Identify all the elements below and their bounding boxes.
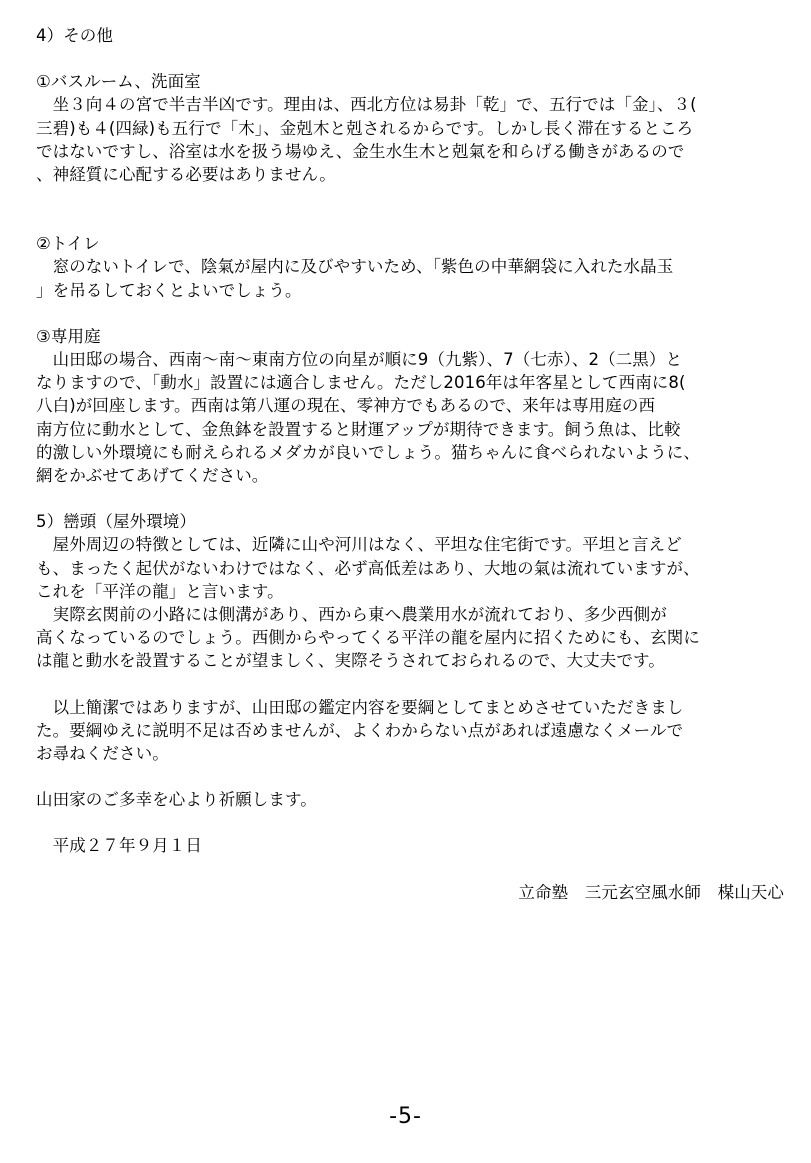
section-5-line: も、まったく起伏がないわけではなく、必ず高低差はあり、大地の氣は流れていますが、 bbox=[36, 558, 700, 578]
spacer bbox=[36, 673, 784, 696]
section-4-heading: 4）その他 bbox=[36, 26, 113, 45]
closing-line: た。要綱ゆえに説明不足は否めませんが、よくわからない点があれば遠慮なくメールで bbox=[36, 720, 684, 740]
bathroom-line: ではないですし、浴室は水を扱う場ゆえ、金生水生木と剋氣を和らげる働きがあるので bbox=[36, 141, 685, 161]
section-5-line: これを「平洋の龍」と言います。 bbox=[36, 581, 284, 601]
garden-line: 的激しい外環境にも耐えられるメダカが良いでしょう。猫ちゃんに食べられないように、 bbox=[36, 442, 700, 462]
signature: 立命塾 三元玄空風水師 楳山天心 bbox=[518, 882, 784, 902]
closing-line: 以上簡潔ではありますが、山田邸の鑑定内容を要綱としてまとめさせていただきまし bbox=[36, 697, 684, 717]
document-date: 平成２７年９月１日 bbox=[36, 836, 202, 856]
garden-line: 網をかぶせてあげてください。 bbox=[36, 466, 269, 486]
document-body bbox=[36, 24, 784, 904]
page-number: -5- bbox=[389, 1104, 422, 1129]
garden-line: 南方位に動水として、金魚鉢を設置すると財運アップが期待できます。飼う魚は、比較 bbox=[36, 419, 681, 439]
section-5-heading: 5）巒頭（屋外環境） bbox=[36, 512, 196, 532]
section-5-line: 高くなっているのでしょう。西側からやってくる平洋の龍を屋内に招くためにも、玄関に bbox=[36, 628, 700, 648]
spacer bbox=[36, 858, 784, 881]
bathroom-line: 坐３向４の宮で半吉半凶です。理由は、西北方位は易卦「乾」で、五行では「金」、３( bbox=[36, 95, 697, 115]
toilet-line: 」を吊るしておくとよいでしょう。 bbox=[36, 280, 302, 300]
section-5-line: 実際玄関前の小路には側溝があり、西から東へ農業用水が流れており、多少西側が bbox=[36, 605, 667, 625]
closing-line: お尋ねください。 bbox=[36, 744, 169, 764]
spacer bbox=[36, 487, 784, 510]
closing-wish: 山田家のご多幸を心より祈願します。 bbox=[36, 790, 317, 810]
section-5-line: 屋外周辺の特徴としては、近隣に山や河川はなく、平坦な住宅街です。平坦と言えど bbox=[36, 535, 682, 555]
section-5-line: は龍と動水を設置することが望ましく、実際そうされておられるので、大丈夫です。 bbox=[36, 651, 665, 671]
bathroom-title: ①バスルーム、洗面室 bbox=[36, 72, 201, 92]
garden-line: 山田邸の場合、西南～南～東南方位の向星が順に9（九紫）、7（七赤）、2（二黒）と bbox=[36, 350, 683, 370]
bathroom-line: 、神経質に心配する必要はありません。 bbox=[36, 165, 336, 185]
toilet-title: ②トイレ bbox=[36, 234, 100, 254]
bathroom-line: 三碧)も４(四緑)も五行で「木」、金剋木と剋されるからです。しかし長く滞在するところ bbox=[36, 118, 694, 138]
spacer bbox=[36, 302, 784, 325]
toilet-line: 窓のないトイレで、陰氣が屋内に及びやすいため、「紫色の中華網袋に入れた水晶玉 bbox=[36, 257, 674, 277]
spacer bbox=[36, 47, 784, 70]
garden-line: なりますので、「動水」設置には適合しません。ただし2016年は年客星として西南に8( bbox=[36, 373, 686, 393]
spacer bbox=[36, 186, 784, 232]
spacer bbox=[36, 765, 784, 788]
garden-line: 八白)が回座します。西南は第八運の現在、零神方でもあるので、来年は専用庭の西 bbox=[36, 396, 656, 416]
spacer bbox=[36, 811, 784, 834]
garden-title: ③専用庭 bbox=[36, 326, 101, 346]
